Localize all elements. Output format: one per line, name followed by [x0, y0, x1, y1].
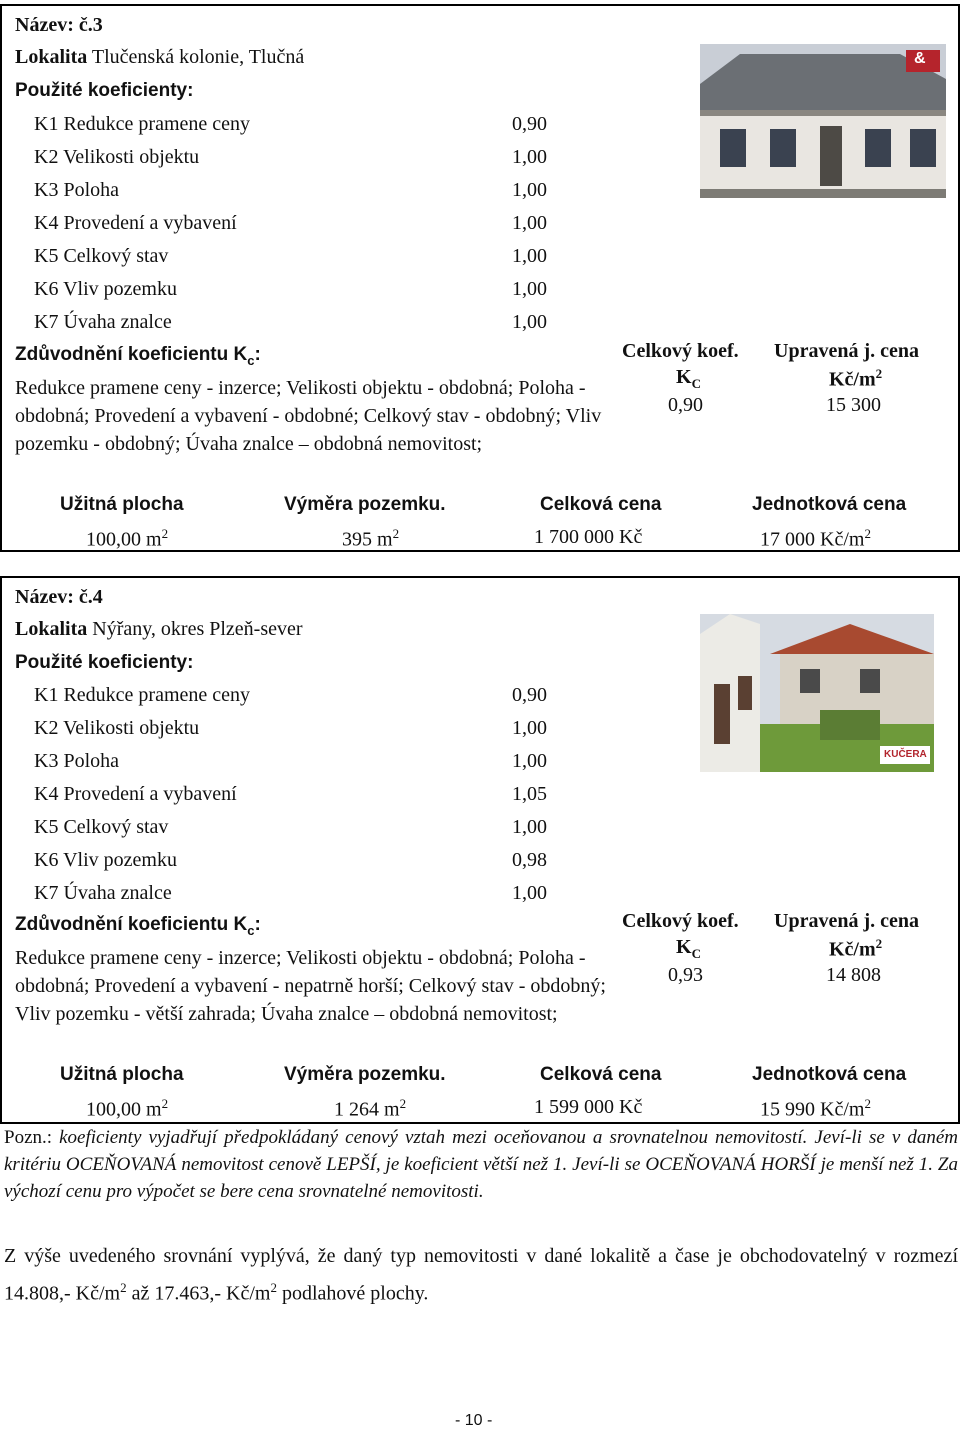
coef-value: 1,00 [512, 311, 547, 333]
col-header: Celková cena [540, 1064, 662, 1085]
col-header: Užitná plocha [60, 494, 184, 515]
photo-watermark: & [914, 50, 926, 67]
justification-heading: Zdůvodnění koeficientu $K_c$: [15, 914, 261, 938]
coef-name: K5 Celkový stav [34, 245, 169, 267]
listing-3-locality-row [15, 46, 304, 69]
justification-text: Redukce pramene ceny - inzerce; Velikosti objektu - obdobná; Poloha - obdobná; Provedení a vybavení - obdobné; Celkový stav - obdobný; Vliv pozemku - obdobný; Úvaha znalce – obdobná nemovitost; [15, 377, 602, 455]
locality-label: Lokalita [15, 618, 88, 640]
coef-value: 0,90 [512, 113, 547, 135]
note-label: Pozn.: [4, 1127, 53, 1148]
coef-name: K3 Poloha [34, 179, 119, 201]
col-header: Užitná plocha [60, 1064, 184, 1085]
conclusion-paragraph: Z výše uvedeného srovnání vyplývá, že daný typ nemovitosti v dané lokalitě a čase je obchodovatelný v rozmezí 14.808,- $Kč/m^2$ až 17.463,- $Kč/m^2$ podlahové plochy. [4, 1245, 958, 1305]
kc-label: $K_C$ [676, 936, 701, 961]
usable-area: 100,00 $m^2$ [86, 526, 169, 551]
coef-name: K4 Provedení a vybavení [34, 783, 237, 805]
unit-price: 15 990 $Kč/m^2$ [760, 1096, 871, 1121]
col-header: Jednotková cena [752, 1064, 907, 1085]
coef-name: K7 Úvaha znalce [34, 311, 172, 333]
coef-value: 1,00 [512, 245, 547, 267]
total-coef-label: Celkový koef. [622, 340, 739, 362]
justification-heading: Zdůvodnění koeficientu $K_c$: [15, 344, 261, 368]
coefs-heading: Použité koeficienty: [15, 80, 194, 101]
coef-value: 1,05 [512, 783, 547, 805]
unit-label: $Kč/m^2$ [829, 936, 883, 961]
coef-value: 1,00 [512, 212, 547, 234]
property-photo [700, 614, 934, 772]
total-coef-label: Celkový koef. [622, 910, 739, 932]
col-header: Jednotková cena [752, 494, 907, 515]
listing-3-name: Název: č.3 [15, 14, 103, 36]
land-area: 395 $m^2$ [342, 526, 400, 551]
property-photo [700, 44, 946, 198]
coef-name: K2 Velikosti objektu [34, 146, 200, 168]
coef-value: 1,00 [512, 882, 547, 904]
coef-value: 1,00 [512, 717, 547, 739]
coef-value: 1,00 [512, 179, 547, 201]
total-price: 1 700 000 Kč [534, 526, 643, 548]
listing-4-name: Název: č.4 [15, 586, 103, 608]
unit-price: 17 000 $Kč/m^2$ [760, 526, 871, 551]
locality-label: Lokalita [15, 46, 88, 68]
coef-value: 1,00 [512, 816, 547, 838]
unit-label: $Kč/m^2$ [829, 366, 883, 391]
kc-label: $K_C$ [676, 366, 701, 391]
coef-name: K3 Poloha [34, 750, 119, 772]
usable-area: 100,00 $m^2$ [86, 1096, 169, 1121]
locality-value: Nýřany, okres Plzeň-sever [92, 618, 303, 640]
coef-value: 1,00 [512, 750, 547, 772]
coef-value: 0,98 [512, 849, 547, 871]
locality-value: Tlučenská kolonie, Tlučná [91, 46, 305, 68]
note-text: koeficienty vyjadřují předpokládaný cenový vztah mezi oceňovanou a srovnatelnou nemovitostí. Jeví-li se v daném kritériu OCEŇOVANÁ nemovitost cenově LEPŠÍ, je koeficient větší než 1. Jeví-li se OCEŇOVANÁ HORŠÍ je menší než 1. Za výchozí cenu pro výpočet se bere cena srovnatelné nemovitosti. [4, 1127, 959, 1202]
coef-name: K7 Úvaha znalce [34, 882, 172, 904]
note-paragraph [4, 1124, 958, 1205]
total-coef-value: 0,90 [668, 394, 703, 416]
col-header: Výměra pozemku. [284, 494, 446, 515]
coef-name: K1 Redukce pramene ceny [34, 113, 251, 135]
coef-value: 1,00 [512, 146, 547, 168]
coef-name: K2 Velikosti objektu [34, 717, 200, 739]
adjusted-price-label: Upravená j. cena [774, 910, 919, 932]
coef-name: K1 Redukce pramene ceny [34, 684, 251, 706]
coef-name: K5 Celkový stav [34, 816, 169, 838]
coef-name: K6 Vliv pozemku [34, 849, 177, 871]
col-header: Výměra pozemku. [284, 1064, 446, 1085]
coef-value: 1,00 [512, 278, 547, 300]
coefs-heading: Použité koeficienty: [15, 652, 194, 673]
coef-name: K6 Vliv pozemku [34, 278, 177, 300]
adjusted-price-value: 14 808 [826, 964, 881, 986]
coef-name: K4 Provedení a vybavení [34, 212, 237, 234]
photo-watermark: KUČERA [884, 749, 927, 760]
total-price: 1 599 000 Kč [534, 1096, 643, 1118]
total-coef-value: 0,93 [668, 964, 703, 986]
col-header: Celková cena [540, 494, 662, 515]
listing-4-locality-row [15, 618, 303, 641]
adjusted-price-value: 15 300 [826, 394, 881, 416]
land-area: 1 264 $m^2$ [334, 1096, 407, 1121]
adjusted-price-label: Upravená j. cena [774, 340, 919, 362]
justification-text: Redukce pramene ceny - inzerce; Velikosti objektu - obdobná; Poloha - obdobná; Provedení a vybavení - nepatrně horší; Celkový stav - obdobný; Vliv pozemku - větší zahrada; Úvaha znalce – obdobná nemovitost; [15, 947, 606, 1025]
coef-value: 0,90 [512, 684, 547, 706]
page-number: - 10 - [455, 1412, 493, 1429]
